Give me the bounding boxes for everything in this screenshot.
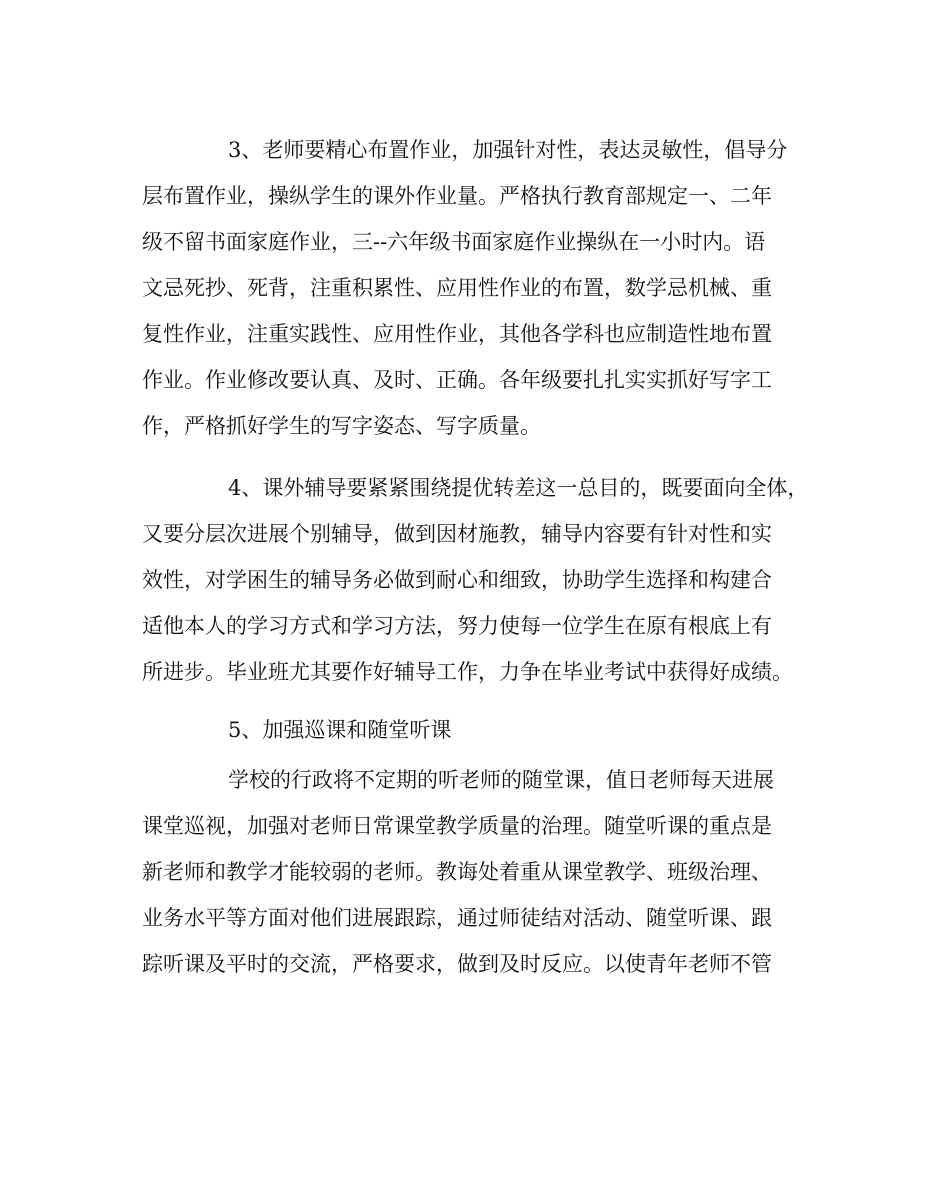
- paragraph-3-line-5: 复性作业，注重实践性、应用性作业，其他各学科也应制造性地布置: [142, 322, 772, 346]
- paragraph-5-line-5: 踪听课及平时的交流，严格要求，做到及时反应。以使青年老师不管: [142, 952, 772, 976]
- paragraph-5-line-3: 新老师和教学才能较弱的老师。教诲处着重从课堂教学、班级治理、: [142, 860, 772, 884]
- paragraph-3-line-3: 级不留书面家庭作业，三--六年级书面家庭作业操纵在一小时内。语: [142, 230, 766, 254]
- paragraph-4-line-2: 又要分层次进展个别辅导，做到因材施教，辅导内容要有针对性和实: [142, 522, 772, 546]
- paragraph-5-line-1: 学校的行政将不定期的听老师的随堂课，值日老师每天进展: [228, 768, 774, 792]
- paragraph-5-line-2: 课堂巡视，加强对老师日常课堂教学质量的治理。随堂听课的重点是: [142, 814, 772, 838]
- paragraph-4-line-4: 适他本人的学习方式和学习方法，努力使每一位学生在原有根底上有: [142, 614, 772, 638]
- paragraph-4-line-3: 效性，对学困生的辅导务必做到耐心和细致，协助学生选择和构建合: [142, 568, 772, 592]
- paragraph-3-line-1: 3、老师要精心布置作业，加强针对性，表达灵敏性，倡导分: [228, 138, 788, 162]
- paragraph-3-line-4: 文忌死抄、死背，注重积累性、应用性作业的布置，数学忌机械、重: [142, 276, 772, 300]
- paragraph-5-line-4: 业务水平等方面对他们进展跟踪，通过师徒结对活动、随堂听课、跟: [142, 906, 772, 930]
- section-5-heading: 5、加强巡课和随堂听课: [228, 718, 452, 742]
- paragraph-3-line-2: 层布置作业，操纵学生的课外作业量。严格执行教育部规定一、二年: [142, 184, 772, 208]
- paragraph-3-line-6: 作业。作业修改要认真、及时、正确。各年级要扎扎实实抓好写字工: [142, 368, 772, 392]
- paragraph-4-line-1: 4、课外辅导要紧紧围绕提优转差这一总目的，既要面向全体，: [228, 476, 809, 500]
- paragraph-4-line-5: 所进步。毕业班尤其要作好辅导工作，力争在毕业考试中获得好成绩。: [142, 660, 793, 684]
- paragraph-3-line-7: 作，严格抓好学生的写字姿态、写字质量。: [142, 414, 541, 438]
